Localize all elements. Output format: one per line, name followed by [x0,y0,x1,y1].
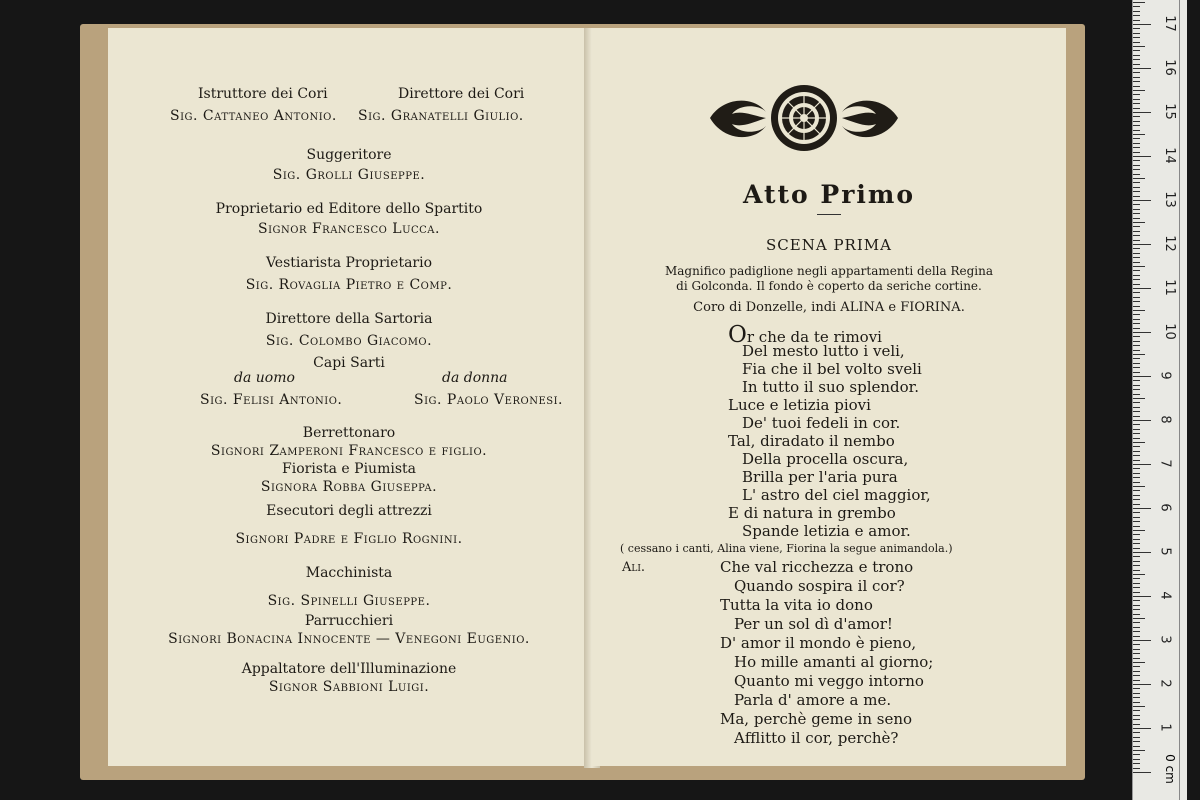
verse-line: Tal, diradato il nembo [728,432,895,450]
ruler-tick [1133,684,1151,685]
ruler-number: 8 [1157,415,1173,424]
direttore-cori-name: Sig. Granatelli Giulio. [358,108,524,124]
ruler-tick [1133,112,1151,113]
ruler-tick [1133,539,1140,540]
ruler-tick [1133,20,1140,21]
ruler-tick [1133,772,1151,773]
ruler-tick [1133,473,1140,474]
ruler-tick [1133,367,1140,368]
ornament-icon [704,82,904,152]
ruler-tick [1133,433,1140,434]
ruler-tick [1133,257,1140,258]
ruler-tick [1133,451,1140,452]
verse-line: Tutta la vita io dono [720,596,873,614]
ruler-number: 9 [1157,371,1173,380]
verse-line: Che val ricchezza e trono [720,558,914,576]
ruler-tick [1133,266,1145,267]
verse-line: Or che da te rimovi [728,322,882,348]
ruler-tick [1133,455,1140,456]
macchinista-title: Macchinista [305,565,393,581]
ruler-tick [1133,174,1140,175]
ruler-tick [1133,143,1140,144]
scene-description-line2: di Golconda. Il fondo è coperto da seriche cortine. [676,279,982,293]
verse-line: E di natura in grembo [728,504,896,522]
ruler-tick [1133,596,1151,597]
sarto-donna-name: Sig. Paolo Veronesi. [414,392,563,408]
ruler-tick [1133,275,1140,276]
ruler-tick [1133,658,1140,659]
verse-line: Brilla per l'aria pura [742,468,898,486]
left-page [108,28,590,766]
ruler-tick [1133,636,1140,637]
ruler-tick [1133,350,1140,351]
ruler-tick [1133,46,1145,47]
ruler-tick [1133,130,1140,131]
ruler-tick [1133,156,1151,157]
sartoria-title: Direttore della Sartoria [265,311,433,327]
ruler-tick [1133,270,1140,271]
parrucchieri-name: Signori Bonacina Innocente — Venegoni Eugenio. [168,631,530,647]
ruler-tick [1133,323,1140,324]
verse-line: Per un sol dì d'amor! [734,615,893,633]
verse-line: Del mesto lutto i veli, [742,342,905,360]
ruler-tick [1133,565,1140,566]
verse-line: D' amor il mondo è pieno, [720,634,917,652]
verse-line: Quanto mi veggo intorno [734,672,924,690]
ruler-tick [1133,152,1140,153]
ruler-tick [1133,583,1140,584]
attrezzi-name: Signori Padre e Figlio Rognini. [235,531,463,547]
da-donna-label: da donna [442,370,508,386]
ruler-number: 7 [1157,459,1173,468]
proprietario-title: Proprietario ed Editore dello Spartito [215,201,483,217]
verse-line: Fia che il bel volto sveli [742,360,922,378]
ruler-tick [1133,50,1140,51]
istruttore-title: Istruttore dei Cori [198,86,328,102]
ruler-tick [1133,341,1140,342]
ruler-tick [1133,741,1140,742]
ruler-tick [1133,517,1140,518]
verse-line: Quando sospira il cor? [734,577,905,595]
ruler-tick [1133,543,1140,544]
ruler-tick [1133,328,1140,329]
ruler-number: 15 [1161,103,1177,120]
ruler-tick [1133,99,1140,100]
ruler-tick [1133,578,1140,579]
ruler-tick [1133,605,1140,606]
ruler-tick [1133,662,1145,663]
ruler-tick [1133,297,1140,298]
ruler-edge [1179,0,1180,800]
verse-line: Ho mille amanti al giorno; [734,653,934,671]
ruler-tick [1133,702,1140,703]
ruler-tick [1133,301,1140,302]
ruler-tick [1133,570,1140,571]
istruttore-name: Sig. Cattaneo Antonio. [170,108,337,124]
ruler-tick [1133,226,1140,227]
ruler-tick [1133,618,1145,619]
ruler-tick [1133,138,1140,139]
ruler-tick [1133,218,1140,219]
proprietario-name: Signor Francesco Lucca. [258,221,440,237]
ruler-tick [1133,768,1140,769]
illuminazione-name: Signor Sabbioni Luigi. [268,679,430,695]
ruler-tick [1133,125,1140,126]
ruler-unit-label: 0 cm [1162,754,1177,784]
ruler-tick [1133,11,1140,12]
verse-line: Ma, perchè geme in seno [720,710,913,728]
ruler-tick [1133,253,1140,254]
ruler-tick [1133,310,1145,311]
ruler-tick [1133,2,1145,3]
ruler-tick [1133,644,1140,645]
ruler-tick [1133,416,1140,417]
ruler-tick [1133,15,1140,16]
ruler-tick [1133,90,1145,91]
ruler-tick [1133,103,1140,104]
ruler-tick [1133,68,1151,69]
ruler-tick [1133,336,1140,337]
act-title: Atto Primo [742,180,916,209]
fiorista-title: Fiorista e Piumista [282,461,416,477]
ruler-tick [1133,587,1140,588]
verse-line: Afflitto il cor, perchè? [734,729,899,747]
ruler-tick [1133,438,1140,439]
ruler-tick [1133,279,1140,280]
ruler-tick [1133,411,1140,412]
ruler-tick [1133,499,1140,500]
ruler-tick [1133,380,1140,381]
scene-title: SCENA PRIMA [766,236,892,254]
ruler-tick [1133,746,1140,747]
ruler-tick [1133,191,1140,192]
ruler-tick [1133,200,1151,201]
ruler-tick [1133,28,1140,29]
ruler-tick [1133,231,1140,232]
sartoria-name: Sig. Colombo Giacomo. [265,333,433,349]
ruler-tick [1133,389,1140,390]
ruler-tick [1133,495,1140,496]
ruler-tick [1133,574,1145,575]
ruler-tick [1133,688,1140,689]
ruler-tick [1133,398,1145,399]
ruler-tick [1133,358,1140,359]
ruler-tick [1133,121,1140,122]
ruler-tick [1133,710,1140,711]
ruler-tick [1133,72,1140,73]
ruler-tick [1133,94,1140,95]
ruler-tick [1133,504,1140,505]
ruler-tick [1133,160,1140,161]
ruler-tick [1133,737,1140,738]
ruler-tick [1133,240,1140,241]
ruler-tick [1133,429,1140,430]
verse-line: In tutto il suo splendor. [742,378,919,396]
ruler-tick [1133,332,1151,333]
ruler-number: 5 [1157,547,1173,556]
ruler-tick [1133,653,1140,654]
ruler-tick [1133,394,1140,395]
ruler-tick [1133,512,1140,513]
ruler-tick [1133,754,1140,755]
ruler-tick [1133,376,1151,377]
speaker-label: Ali. [622,560,646,575]
ruler-tick [1133,442,1145,443]
scene-description-line1: Magnifico padiglione negli appartamenti della Regina [664,264,994,278]
verse-line: Spande letizia e amor. [742,522,911,540]
ruler-tick [1133,196,1140,197]
da-uomo-label: da uomo [234,370,295,386]
ruler-tick [1133,24,1151,25]
ruler-tick [1133,420,1151,421]
vestiarista-name: Sig. Rovaglia Pietro e Comp. [245,277,453,293]
ruler-tick [1133,213,1140,214]
right-page [592,28,1066,766]
ruler-number: 2 [1157,679,1173,688]
ruler-tick [1133,402,1140,403]
ruler-number: 17 [1161,15,1177,32]
suggeritore-title: Suggeritore [306,147,392,163]
ruler-tick [1133,182,1140,183]
ruler-tick [1133,477,1140,478]
ruler-tick [1133,556,1140,557]
ruler-tick [1133,372,1140,373]
ruler-tick [1133,319,1140,320]
suggeritore-name: Sig. Grolli Giuseppe. [272,167,426,183]
ruler-tick [1133,222,1145,223]
measurement-ruler [1132,0,1187,800]
ruler-tick [1133,288,1151,289]
ruler-tick [1133,446,1140,447]
macchinista-name: Sig. Spinelli Giuseppe. [267,593,431,609]
ruler-tick [1133,614,1140,615]
ruler-tick [1133,81,1140,82]
ruler-tick [1133,548,1140,549]
ruler-tick [1133,345,1140,346]
ruler-number: 12 [1161,235,1177,252]
ruler-tick [1133,724,1140,725]
ruler-tick [1133,108,1140,109]
ruler-number: 14 [1161,147,1177,164]
ruler-tick [1133,204,1140,205]
ruler-tick [1133,521,1140,522]
ruler-tick [1133,666,1140,667]
ruler-tick [1133,715,1140,716]
ruler-tick [1133,649,1140,650]
ruler-tick [1133,526,1140,527]
ruler-number: 10 [1161,323,1177,340]
ruler-tick [1133,187,1140,188]
ruler-number: 6 [1157,503,1173,512]
berrettonaro-name: Signori Zamperoni Francesco e figlio. [210,443,488,459]
parrucchieri-title: Parrucchieri [304,613,394,629]
ruler-tick [1133,464,1151,465]
ruler-tick [1133,147,1140,148]
ruler-tick [1133,385,1140,386]
ruler-number: 11 [1161,279,1177,296]
verse-line: L' astro del ciel maggior, [742,486,931,504]
ruler-tick [1133,306,1140,307]
ruler-tick [1133,482,1140,483]
ruler-tick [1133,33,1140,34]
verse-line: Luce e letizia piovi [728,396,871,414]
ruler-tick [1133,407,1140,408]
ruler-number: 3 [1157,635,1173,644]
ruler-tick [1133,592,1140,593]
ruler-tick [1133,622,1140,623]
ruler-tick [1133,262,1140,263]
illuminazione-title: Appaltatore dell'Illuminazione [241,661,457,677]
verse-line: Della procella oscura, [742,450,909,468]
ruler-tick [1133,235,1140,236]
drop-cap: O [728,322,747,348]
scene-characters: Coro di Donzelle, indi ALINA e FIORINA. [693,300,965,315]
ruler-tick [1133,86,1140,87]
ruler-tick [1133,134,1145,135]
ruler-tick [1133,706,1145,707]
ruler-tick [1133,680,1140,681]
ruler-tick [1133,508,1151,509]
fiorista-name: Signora Robba Giuseppa. [260,479,438,495]
ruler-tick [1133,640,1151,641]
capi-sarti-title: Capi Sarti [313,355,385,371]
ruler-tick [1133,354,1145,355]
ruler-number: 16 [1161,59,1177,76]
verse-line: Parla d' amore a me. [734,691,892,709]
ruler-tick [1133,552,1151,553]
sarto-uomo-name: Sig. Felisi Antonio. [200,392,343,408]
ruler-tick [1133,732,1140,733]
ruler-tick [1133,244,1151,245]
ruler-tick [1133,486,1145,487]
ruler-tick [1133,64,1140,65]
ruler-tick [1133,534,1140,535]
ruler-tick [1133,77,1140,78]
ruler-tick [1133,600,1140,601]
berrettonaro-title: Berrettonaro [302,425,396,441]
ruler-tick [1133,609,1140,610]
ruler-tick [1133,314,1140,315]
ruler-tick [1133,763,1140,764]
stage-direction: ( cessano i canti, Alina viene, Fiorina la segue animandola.) [620,542,953,555]
attrezzi-title: Esecutori degli attrezzi [266,503,432,519]
ruler-tick [1133,561,1140,562]
ruler-number: 1 [1157,723,1173,732]
ruler-tick [1133,675,1140,676]
ruler-tick [1133,37,1140,38]
ruler-tick [1133,468,1140,469]
ruler-tick [1133,284,1140,285]
ruler-tick [1133,178,1145,179]
ruler-tick [1133,631,1140,632]
ruler-tick [1133,750,1145,751]
ruler-tick [1133,209,1140,210]
ruler-number: 13 [1161,191,1177,208]
ruler-tick [1133,759,1140,760]
ruler-tick [1133,292,1140,293]
act-divider [817,214,841,215]
vestiarista-title: Vestiarista Proprietario [265,255,433,271]
ruler-tick [1133,728,1151,729]
direttore-cori-title: Direttore dei Cori [398,86,525,102]
ruler-tick [1133,116,1140,117]
ruler-tick [1133,363,1140,364]
ruler-tick [1133,248,1140,249]
ruler-tick [1133,671,1140,672]
ruler-tick [1133,55,1140,56]
ruler-tick [1133,460,1140,461]
ruler-number: 4 [1157,591,1173,600]
ruler-tick [1133,627,1140,628]
ruler-tick [1133,59,1140,60]
ruler-tick [1133,530,1145,531]
verse-line: De' tuoi fedeli in cor. [742,414,901,432]
ruler-tick [1133,719,1140,720]
ruler-tick [1133,490,1140,491]
ruler-tick [1133,42,1140,43]
ruler-tick [1133,165,1140,166]
ruler-tick [1133,424,1140,425]
ruler-tick [1133,693,1140,694]
ruler-tick [1133,169,1140,170]
ruler-tick [1133,697,1140,698]
ruler-tick [1133,6,1140,7]
